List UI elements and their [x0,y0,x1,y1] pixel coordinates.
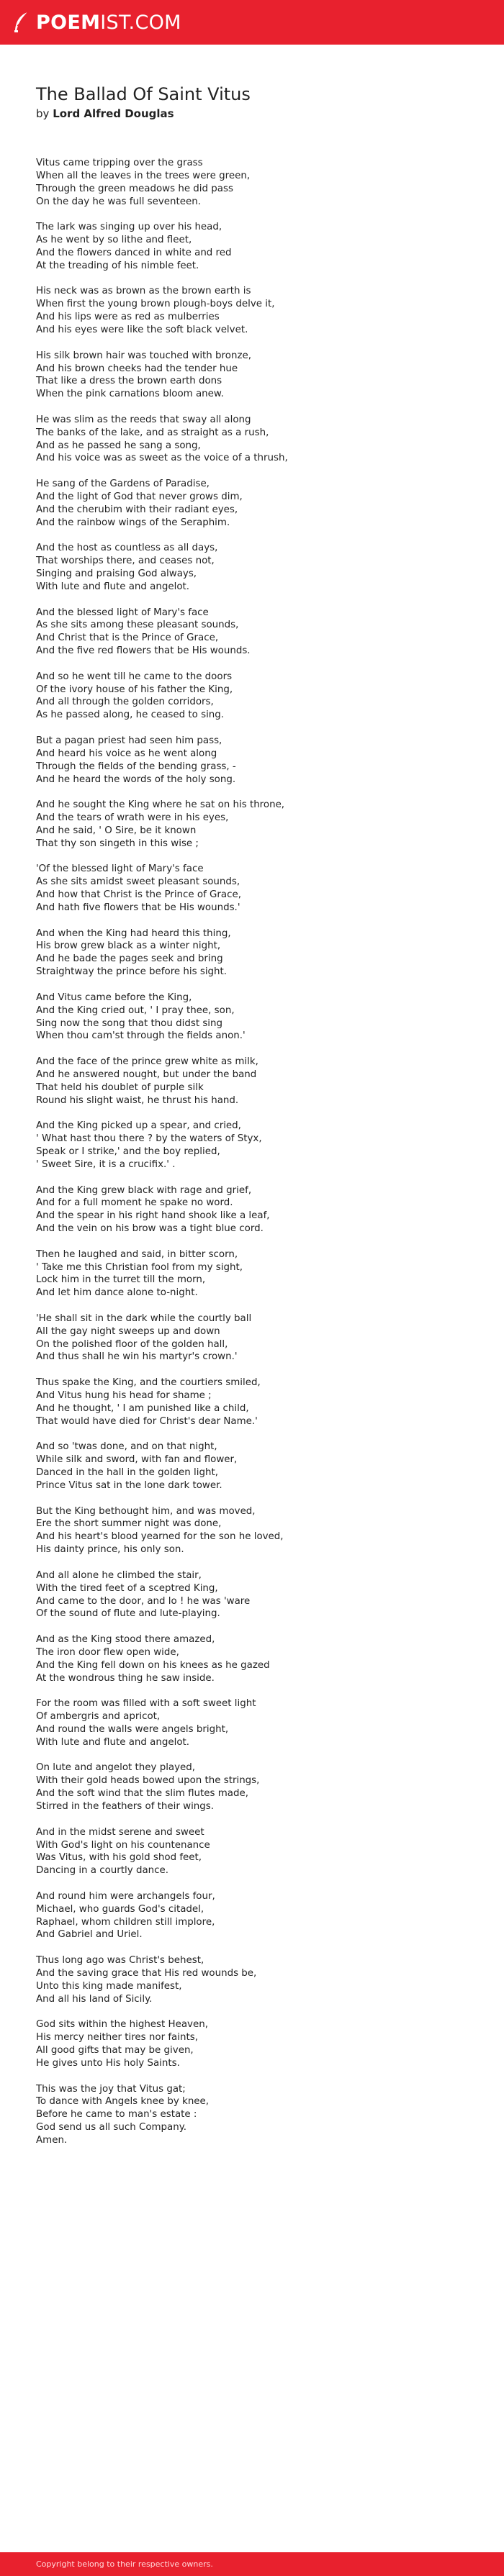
quill-pen-icon [13,12,29,33]
poem-line: Straightway the prince before his sight. [36,966,228,978]
poem-line: And all his land of Sicily. [36,1993,153,2005]
poem-line: And he answered nought, but under the band [36,1069,257,1080]
poem-line: The iron door flew open wide, [36,1646,179,1658]
poem-line: And the spear in his right hand shook like a leaf, [36,1210,270,1222]
stanza [36,1056,475,1107]
poem-line: He sang of the Gardens of Paradise, [36,479,210,490]
poem-line: ' What hast thou there ? by the waters of Styx, [36,1133,262,1145]
poem-line: And the host as countless as all days, [36,543,218,554]
poem-line: And he said, ' O Sire, be it known [36,825,197,836]
poem-line: And he sought the King where he sat on his throne, [36,799,285,811]
stanza [36,1377,475,1428]
poem-line: Of the sound of flute and lute-playing. [36,1608,220,1620]
poem-line: Ere the short summer night was done, [36,1518,222,1530]
poem-line: That like a dress the brown earth dons [36,376,222,387]
stanza [36,221,475,272]
stanza [36,1633,475,1684]
logo-bold-text: POEM [36,11,101,34]
poem-line: And the King cried out, ' I pray thee, son, [36,1004,235,1016]
stanza [36,285,475,336]
poem-line: All good gifts that may be given, [36,2045,194,2056]
poem-line: With the tired feet of a sceptred King, [36,1582,218,1594]
poem-line: Lock him in the turret till the morn, [36,1274,206,1286]
poem-line: And heard his voice as he went along [36,748,217,759]
poem-line: As he passed along, he ceased to sing. [36,709,225,721]
stanza [36,1826,475,1877]
poem-line: And for a full moment he spake no word. [36,1197,233,1209]
stanza [36,1954,475,2005]
poem-line: Unto this king made manifest, [36,1980,182,1992]
stanza [36,928,475,979]
stanza [36,735,475,786]
poem-line: And Christ that is the Prince of Grace, [36,632,219,644]
author-link[interactable]: Lord Alfred Douglas [53,107,174,120]
poem-line: Through the fields of the bending grass, - [36,761,236,772]
stanza [36,863,475,914]
poem-line: On the day he was full seventeen. [36,196,202,207]
poem-line: 'Of the blessed light of Mary's face [36,863,204,875]
poem-line: When all the leaves in the trees were green, [36,170,251,181]
poem-line: And he bade the pages seek and bring [36,953,223,965]
poem-line: And the flowers danced in white and red [36,247,232,258]
poem-line: And when the King had heard this thing, [36,928,231,939]
poem-line: That thy son singeth in this wise ; [36,838,199,849]
poem-line: And the rainbow wings of the Seraphim. [36,517,230,528]
stanza [36,478,475,529]
stanza [36,1184,475,1235]
stanza [36,1120,475,1171]
poem-line: With their gold heads bowed upon the strings, [36,1775,260,1787]
site-footer [0,2552,504,2576]
poem-line: And the light of God that never grows dim, [36,491,243,502]
poem-line: His mercy neither tires nor faints, [36,2032,198,2044]
stanza [36,350,475,401]
logo-light-text: IST.COM [100,11,181,34]
stanza [36,1697,475,1749]
poem-line: And let him dance alone to-night. [36,1287,198,1299]
poem-line: Singing and praising God always, [36,568,197,579]
stanza [36,1312,475,1364]
poem-line: And the tears of wrath were in his eyes, [36,812,229,824]
poem-line: And as he passed he sang a song, [36,440,201,451]
poem-line: Was Vitus, with his gold shod feet, [36,1852,202,1864]
poem-line: Danced in the hall in the golden light, [36,1467,218,1479]
stanza [36,157,475,208]
stanza [36,1569,475,1620]
poem-line: God send us all such Company. [36,2122,187,2133]
poem-line: His dainty prince, his only son. [36,1544,184,1556]
poem-line: Dancing in a courtly dance. [36,1865,169,1877]
poem-line: And his heart's blood yearned for the son he loved, [36,1531,284,1543]
page-title: The Ballad Of Saint Vitus [36,84,251,104]
poem-header [36,83,468,121]
poem-line: With lute and flute and angelot. [36,1736,190,1748]
poem-line: Prince Vitus sat in the lone dark tower. [36,1479,222,1491]
poem-line: 'He shall sit in the dark while the courtly ball [36,1312,252,1324]
stanza [36,1505,475,1556]
poem-line: And how that Christ is the Prince of Grace, [36,889,241,901]
poem-line: This was the joy that Vitus gat; [36,2083,186,2095]
poem-line: And the soft wind that the slim flutes made, [36,1788,248,1800]
poem-line: And his brown cheeks had the tender hue [36,363,238,374]
poem-line: Amen. [36,2134,68,2146]
site-logo[interactable] [36,12,181,34]
poem-line: And the five red flowers that be His wounds. [36,645,251,657]
poem-line: Of the ivory house of his father the King, [36,684,233,695]
poem-line: And his eyes were like the soft black velvet. [36,324,248,335]
poem-line: And the King grew black with rage and grief, [36,1184,252,1196]
poem-line: When thou cam'st through the fields anon.' [36,1030,246,1042]
poem-line: Thus spake the King, and the courtiers smiled, [36,1377,261,1389]
stanza [36,607,475,658]
poem-line: And hath five flowers that be His wounds.' [36,902,240,913]
poem-line: And the King picked up a spear, and cried, [36,1120,241,1132]
site-header [0,0,504,45]
poem-line: And the face of the prince grew white as milk, [36,1056,258,1068]
poem-line: And the King fell down on his knees as he gazed [36,1659,270,1671]
poem-line: Through the green meadows he did pass [36,183,233,194]
poem-line: And round the walls were angels bright, [36,1723,229,1735]
poem-body [36,157,475,2160]
poem-line: As she sits amidst sweet pleasant sounds, [36,876,240,888]
poem-line: Thus long ago was Christ's behest, [36,1955,204,1967]
stanza [36,1248,475,1300]
copyright-text: Copyright belong to their respective owners. [36,2559,213,2569]
poem-line: And Vitus came before the King, [36,992,192,1003]
poem-line: For the room was filled with a soft sweet light [36,1698,256,1710]
poem-line: And the cherubim with their radiant eyes, [36,504,238,515]
poem-line: With lute and flute and angelot. [36,581,190,592]
poem-line: His brow grew black as a winter night, [36,940,221,952]
poem-line: With God's light on his countenance [36,1839,210,1851]
poem-line: And came to the door, and lo ! he was 'ware [36,1595,251,1607]
poem-line: But a pagan priest had seen him pass, [36,735,222,746]
poem-line: And the saving grace that His red wounds be, [36,1967,257,1979]
stanza [36,2018,475,2069]
poem-line: That would have died for Christ's dear Name.' [36,1415,258,1427]
byline [36,106,468,121]
poem-line: And he heard the words of the holy song. [36,774,236,785]
poem-line: That held his doublet of purple silk [36,1081,204,1093]
stanza [36,799,475,850]
poem-line: ' Sweet Sire, it is a crucifix.' . [36,1158,176,1170]
poem-line: God sits within the highest Heaven, [36,2019,208,2031]
poem-line: And thus shall he win his martyr's crown.' [36,1351,238,1363]
poem-line: His neck was as brown as the brown earth is [36,286,251,297]
poem-line: And all alone he climbed the stair, [36,1569,202,1581]
poem-line: All the gay night sweeps up and down [36,1325,220,1337]
poem-line: Of ambergris and apricot, [36,1711,161,1723]
poem-line: ' Take me this Christian fool from my sight, [36,1261,243,1273]
poem-line: And so 'twas done, and on that night, [36,1441,217,1453]
poem-line: Then he laughed and said, in bitter scorn, [36,1248,238,1260]
poem-line: And in the midst serene and sweet [36,1826,204,1838]
poem-line: And the vein on his brow was a tight blue cord. [36,1223,264,1235]
stanza [36,1761,475,1813]
poem-line: His silk brown hair was touched with bronze, [36,350,251,361]
poem-line: And as the King stood there amazed, [36,1634,215,1646]
poem-line: While silk and sword, with fan and flower, [36,1454,238,1466]
poem-line: He gives unto His holy Saints. [36,2057,180,2069]
stanza [36,992,475,1043]
poem-line: That worships there, and ceases not, [36,555,215,567]
poem-line: Vitus came tripping over the grass [36,158,203,168]
stanza [36,1890,475,1941]
poem-line: He was slim as the reeds that sway all along [36,414,251,425]
poem-line: Round his slight waist, he thrust his hand. [36,1094,239,1106]
poem-line: Michael, who guards God's citadel, [36,1903,204,1915]
poem-line: And his voice was as sweet as the voice of a thrush, [36,453,288,464]
poem-line: And Vitus hung his head for shame ; [36,1390,212,1401]
poem-line: On the polished floor of the golden hall, [36,1338,228,1350]
poem-line: Raphael, whom children still implore, [36,1916,215,1928]
stanza [36,2083,475,2147]
poem-line: And the blessed light of Mary's face [36,607,209,618]
poem-line: The banks of the lake, and as straight as a rush, [36,427,269,438]
poem-line: As he went by so lithe and fleet, [36,235,192,246]
poem-line: And his lips were as red as mulberries [36,312,220,323]
poem-line: At the wondrous thing he saw inside. [36,1672,215,1684]
poem-line: And round him were archangels four, [36,1890,215,1902]
poem-line: When the pink carnations bloom anew. [36,389,224,400]
poem-line: But the King bethought him, and was moved, [36,1505,256,1517]
poem-line: The lark was singing up over his head, [36,222,222,233]
poem-line: And all through the golden corridors, [36,697,214,708]
poem-line: Stirred in the feathers of their wings. [36,1801,215,1812]
poem-line: When first the young brown plough-boys delve it, [36,299,275,310]
poem-line: Before he came to man's estate : [36,2109,197,2121]
poem-line: To dance with Angels knee by knee, [36,2096,210,2108]
poem-line: At the treading of his nimble feet. [36,260,199,271]
stanza [36,1441,475,1492]
poem-line: And so he went till he came to the doors [36,671,233,682]
poem-line: Sing now the song that thou didst sing [36,1017,223,1029]
poem-line: As she sits among these pleasant sounds, [36,620,239,631]
poem-line: And he thought, ' I am punished like a child, [36,1402,249,1414]
poem-line: On lute and angelot they played, [36,1762,196,1774]
poem-line: Speak or I strike,' and the boy replied, [36,1146,220,1157]
stanza [36,542,475,593]
stanza [36,414,475,465]
byline-prefix: by [36,107,50,120]
stanza [36,671,475,722]
poem-line: And Gabriel and Uriel. [36,1929,143,1941]
